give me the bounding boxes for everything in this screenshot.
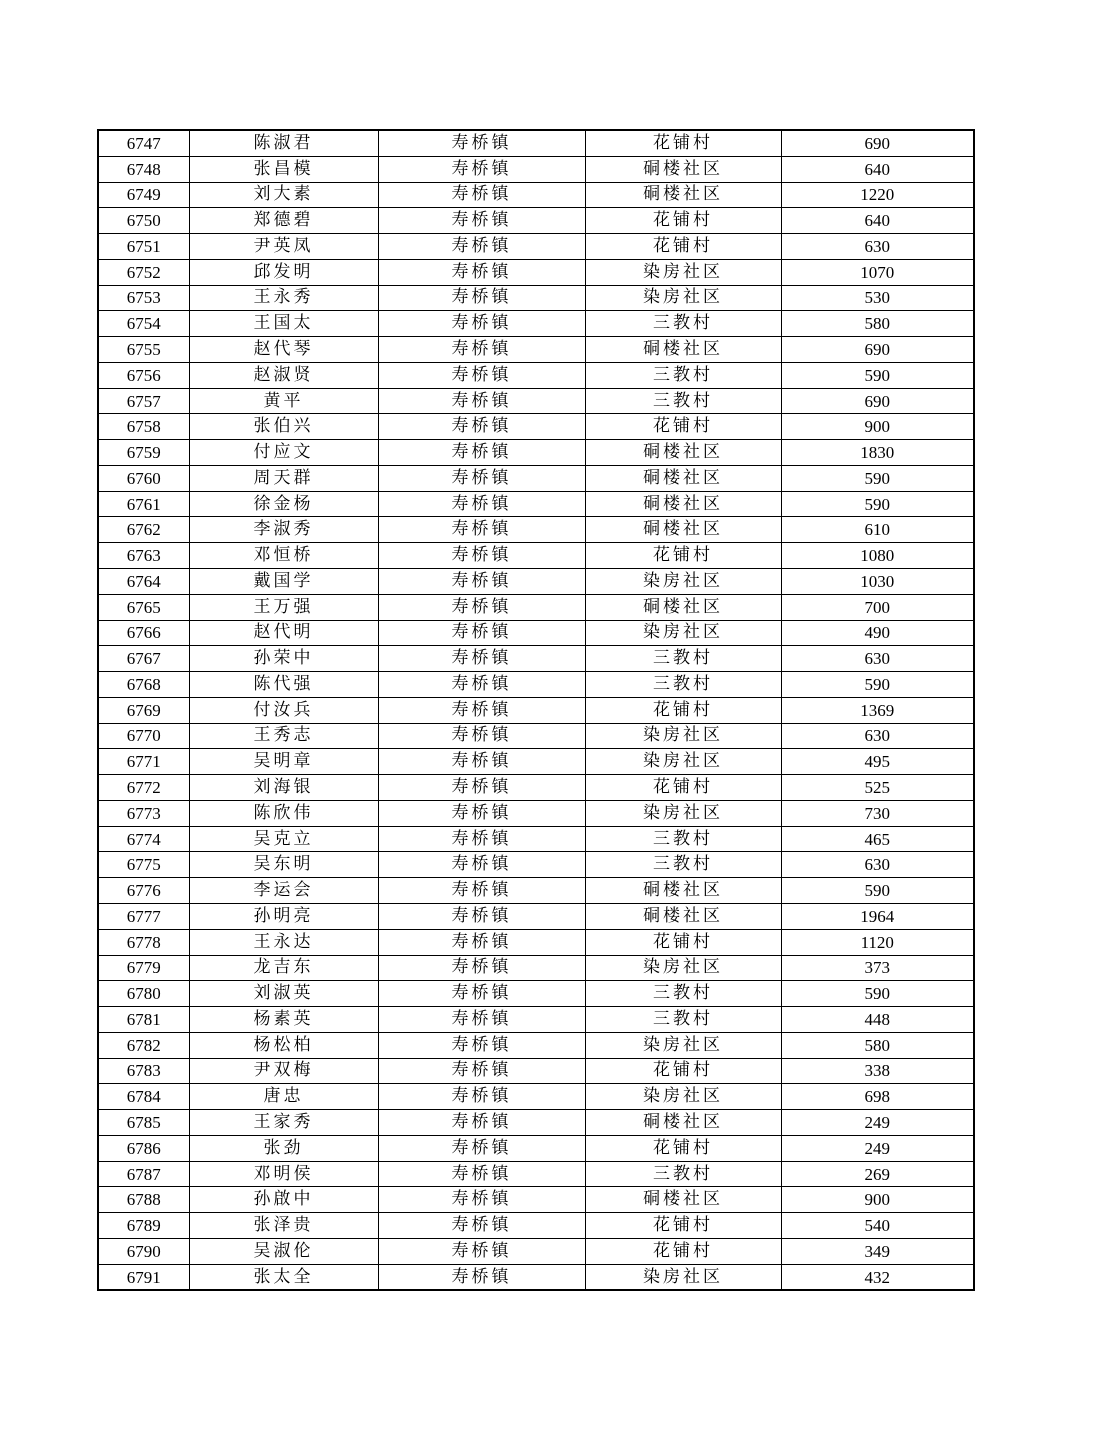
- row-number-cell: 6776: [98, 878, 189, 904]
- table-row: [98, 1161, 974, 1187]
- amount-cell: 525: [781, 775, 974, 801]
- name-cell: 张伯兴: [189, 414, 378, 440]
- table-row: [98, 1084, 974, 1110]
- amount-cell: 540: [781, 1213, 974, 1239]
- name-cell: 王永达: [189, 929, 378, 955]
- table-row: [98, 903, 974, 929]
- table-row: [98, 569, 974, 595]
- name-cell: 陈淑君: [189, 130, 378, 156]
- town-cell: 寿桥镇: [378, 337, 585, 363]
- village-cell: 三教村: [585, 1007, 781, 1033]
- table-row: [98, 156, 974, 182]
- village-cell: 染房社区: [585, 569, 781, 595]
- town-cell: 寿桥镇: [378, 234, 585, 260]
- village-cell: 三教村: [585, 1161, 781, 1187]
- amount-cell: 1070: [781, 259, 974, 285]
- roster-table: [97, 129, 975, 1291]
- row-number-cell: 6763: [98, 543, 189, 569]
- amount-cell: 432: [781, 1264, 974, 1290]
- table-row: [98, 130, 974, 156]
- table-row: [98, 697, 974, 723]
- town-cell: 寿桥镇: [378, 440, 585, 466]
- amount-cell: 590: [781, 878, 974, 904]
- village-cell: 花铺村: [585, 1213, 781, 1239]
- name-cell: 吴东明: [189, 852, 378, 878]
- name-cell: 付汝兵: [189, 697, 378, 723]
- row-number-cell: 6775: [98, 852, 189, 878]
- village-cell: 花铺村: [585, 234, 781, 260]
- name-cell: 周天群: [189, 465, 378, 491]
- amount-cell: 900: [781, 1187, 974, 1213]
- village-cell: 三教村: [585, 388, 781, 414]
- town-cell: 寿桥镇: [378, 903, 585, 929]
- village-cell: 硐楼社区: [585, 465, 781, 491]
- row-number-cell: 6758: [98, 414, 189, 440]
- amount-cell: 698: [781, 1084, 974, 1110]
- row-number-cell: 6791: [98, 1264, 189, 1290]
- amount-cell: 495: [781, 749, 974, 775]
- town-cell: 寿桥镇: [378, 1135, 585, 1161]
- name-cell: 唐忠: [189, 1084, 378, 1110]
- table-row: [98, 517, 974, 543]
- row-number-cell: 6756: [98, 362, 189, 388]
- row-number-cell: 6777: [98, 903, 189, 929]
- row-number-cell: 6772: [98, 775, 189, 801]
- table-row: [98, 672, 974, 698]
- name-cell: 尹英凤: [189, 234, 378, 260]
- row-number-cell: 6767: [98, 646, 189, 672]
- name-cell: 黄平: [189, 388, 378, 414]
- town-cell: 寿桥镇: [378, 1058, 585, 1084]
- name-cell: 张太全: [189, 1264, 378, 1290]
- row-number-cell: 6748: [98, 156, 189, 182]
- amount-cell: 590: [781, 981, 974, 1007]
- town-cell: 寿桥镇: [378, 749, 585, 775]
- amount-cell: 630: [781, 852, 974, 878]
- amount-cell: 630: [781, 234, 974, 260]
- amount-cell: 1220: [781, 182, 974, 208]
- town-cell: 寿桥镇: [378, 800, 585, 826]
- name-cell: 龙吉东: [189, 955, 378, 981]
- name-cell: 杨松柏: [189, 1032, 378, 1058]
- village-cell: 硐楼社区: [585, 594, 781, 620]
- village-cell: 硐楼社区: [585, 182, 781, 208]
- table-row: [98, 775, 974, 801]
- name-cell: 邓明侯: [189, 1161, 378, 1187]
- amount-cell: 448: [781, 1007, 974, 1033]
- town-cell: 寿桥镇: [378, 594, 585, 620]
- village-cell: 花铺村: [585, 130, 781, 156]
- amount-cell: 580: [781, 311, 974, 337]
- table-row: [98, 414, 974, 440]
- table-row: [98, 800, 974, 826]
- table-row: [98, 491, 974, 517]
- amount-cell: 690: [781, 337, 974, 363]
- table-row: [98, 955, 974, 981]
- table-row: [98, 1264, 974, 1290]
- town-cell: 寿桥镇: [378, 697, 585, 723]
- name-cell: 吴克立: [189, 826, 378, 852]
- village-cell: 硐楼社区: [585, 517, 781, 543]
- table-row: [98, 1187, 974, 1213]
- row-number-cell: 6764: [98, 569, 189, 595]
- name-cell: 赵淑贤: [189, 362, 378, 388]
- row-number-cell: 6761: [98, 491, 189, 517]
- name-cell: 孙啟中: [189, 1187, 378, 1213]
- row-number-cell: 6789: [98, 1213, 189, 1239]
- town-cell: 寿桥镇: [378, 646, 585, 672]
- village-cell: 染房社区: [585, 285, 781, 311]
- amount-cell: 690: [781, 388, 974, 414]
- table-row: [98, 981, 974, 1007]
- amount-cell: 490: [781, 620, 974, 646]
- town-cell: 寿桥镇: [378, 156, 585, 182]
- village-cell: 染房社区: [585, 1032, 781, 1058]
- town-cell: 寿桥镇: [378, 208, 585, 234]
- table-row: [98, 749, 974, 775]
- amount-cell: 690: [781, 130, 974, 156]
- row-number-cell: 6749: [98, 182, 189, 208]
- village-cell: 硐楼社区: [585, 1187, 781, 1213]
- row-number-cell: 6759: [98, 440, 189, 466]
- village-cell: 三教村: [585, 311, 781, 337]
- row-number-cell: 6770: [98, 723, 189, 749]
- town-cell: 寿桥镇: [378, 388, 585, 414]
- amount-cell: 1080: [781, 543, 974, 569]
- town-cell: 寿桥镇: [378, 1161, 585, 1187]
- name-cell: 刘淑英: [189, 981, 378, 1007]
- village-cell: 花铺村: [585, 208, 781, 234]
- row-number-cell: 6754: [98, 311, 189, 337]
- village-cell: 染房社区: [585, 1084, 781, 1110]
- row-number-cell: 6782: [98, 1032, 189, 1058]
- row-number-cell: 6753: [98, 285, 189, 311]
- town-cell: 寿桥镇: [378, 1032, 585, 1058]
- name-cell: 王国太: [189, 311, 378, 337]
- town-cell: 寿桥镇: [378, 1007, 585, 1033]
- village-cell: 硐楼社区: [585, 337, 781, 363]
- amount-cell: 530: [781, 285, 974, 311]
- table-row: [98, 311, 974, 337]
- village-cell: 染房社区: [585, 1264, 781, 1290]
- town-cell: 寿桥镇: [378, 981, 585, 1007]
- name-cell: 陈欣伟: [189, 800, 378, 826]
- village-cell: 三教村: [585, 362, 781, 388]
- amount-cell: 630: [781, 646, 974, 672]
- amount-cell: 349: [781, 1238, 974, 1264]
- village-cell: 花铺村: [585, 1238, 781, 1264]
- town-cell: 寿桥镇: [378, 491, 585, 517]
- table-row: [98, 826, 974, 852]
- amount-cell: 1964: [781, 903, 974, 929]
- town-cell: 寿桥镇: [378, 1238, 585, 1264]
- village-cell: 花铺村: [585, 697, 781, 723]
- town-cell: 寿桥镇: [378, 517, 585, 543]
- table-row: [98, 285, 974, 311]
- village-cell: 三教村: [585, 646, 781, 672]
- row-number-cell: 6780: [98, 981, 189, 1007]
- village-cell: 染房社区: [585, 620, 781, 646]
- village-cell: 染房社区: [585, 259, 781, 285]
- name-cell: 戴国学: [189, 569, 378, 595]
- table-row: [98, 723, 974, 749]
- amount-cell: 580: [781, 1032, 974, 1058]
- village-cell: 硐楼社区: [585, 156, 781, 182]
- table-row: [98, 362, 974, 388]
- amount-cell: 590: [781, 465, 974, 491]
- name-cell: 郑德碧: [189, 208, 378, 234]
- amount-cell: 700: [781, 594, 974, 620]
- name-cell: 王万强: [189, 594, 378, 620]
- village-cell: 硐楼社区: [585, 878, 781, 904]
- amount-cell: 590: [781, 362, 974, 388]
- amount-cell: 269: [781, 1161, 974, 1187]
- town-cell: 寿桥镇: [378, 929, 585, 955]
- name-cell: 张泽贵: [189, 1213, 378, 1239]
- table-row: [98, 1238, 974, 1264]
- table-row: [98, 543, 974, 569]
- table-row: [98, 208, 974, 234]
- town-cell: 寿桥镇: [378, 285, 585, 311]
- name-cell: 张昌模: [189, 156, 378, 182]
- table-row: [98, 1110, 974, 1136]
- table-row: [98, 440, 974, 466]
- table-row: [98, 646, 974, 672]
- name-cell: 尹双梅: [189, 1058, 378, 1084]
- village-cell: 花铺村: [585, 1058, 781, 1084]
- row-number-cell: 6752: [98, 259, 189, 285]
- row-number-cell: 6762: [98, 517, 189, 543]
- name-cell: 王永秀: [189, 285, 378, 311]
- table-row: [98, 1213, 974, 1239]
- name-cell: 李淑秀: [189, 517, 378, 543]
- amount-cell: 1830: [781, 440, 974, 466]
- row-number-cell: 6783: [98, 1058, 189, 1084]
- table-row: [98, 388, 974, 414]
- row-number-cell: 6773: [98, 800, 189, 826]
- table-row: [98, 234, 974, 260]
- table-row: [98, 852, 974, 878]
- name-cell: 付应文: [189, 440, 378, 466]
- table-row: [98, 1032, 974, 1058]
- table-row: [98, 620, 974, 646]
- name-cell: 杨素英: [189, 1007, 378, 1033]
- village-cell: 硐楼社区: [585, 491, 781, 517]
- table-row: [98, 1007, 974, 1033]
- town-cell: 寿桥镇: [378, 620, 585, 646]
- town-cell: 寿桥镇: [378, 1213, 585, 1239]
- amount-cell: 373: [781, 955, 974, 981]
- amount-cell: 730: [781, 800, 974, 826]
- name-cell: 邓恒桥: [189, 543, 378, 569]
- name-cell: 吴淑伦: [189, 1238, 378, 1264]
- town-cell: 寿桥镇: [378, 826, 585, 852]
- village-cell: 三教村: [585, 852, 781, 878]
- table-row: [98, 465, 974, 491]
- amount-cell: 338: [781, 1058, 974, 1084]
- village-cell: 染房社区: [585, 723, 781, 749]
- name-cell: 李运会: [189, 878, 378, 904]
- town-cell: 寿桥镇: [378, 723, 585, 749]
- town-cell: 寿桥镇: [378, 1264, 585, 1290]
- town-cell: 寿桥镇: [378, 1187, 585, 1213]
- table-row: [98, 1058, 974, 1084]
- town-cell: 寿桥镇: [378, 130, 585, 156]
- town-cell: 寿桥镇: [378, 852, 585, 878]
- row-number-cell: 6769: [98, 697, 189, 723]
- name-cell: 刘海银: [189, 775, 378, 801]
- row-number-cell: 6750: [98, 208, 189, 234]
- row-number-cell: 6778: [98, 929, 189, 955]
- town-cell: 寿桥镇: [378, 569, 585, 595]
- village-cell: 花铺村: [585, 1135, 781, 1161]
- row-number-cell: 6766: [98, 620, 189, 646]
- row-number-cell: 6771: [98, 749, 189, 775]
- name-cell: 陈代强: [189, 672, 378, 698]
- town-cell: 寿桥镇: [378, 878, 585, 904]
- row-number-cell: 6751: [98, 234, 189, 260]
- table-row: [98, 594, 974, 620]
- village-cell: 硐楼社区: [585, 440, 781, 466]
- village-cell: 染房社区: [585, 955, 781, 981]
- row-number-cell: 6786: [98, 1135, 189, 1161]
- table-row: [98, 929, 974, 955]
- village-cell: 硐楼社区: [585, 903, 781, 929]
- village-cell: 硐楼社区: [585, 1110, 781, 1136]
- name-cell: 邱发明: [189, 259, 378, 285]
- amount-cell: 249: [781, 1110, 974, 1136]
- town-cell: 寿桥镇: [378, 311, 585, 337]
- name-cell: 张劲: [189, 1135, 378, 1161]
- roster-table-body: [98, 130, 974, 1290]
- village-cell: 花铺村: [585, 414, 781, 440]
- village-cell: 染房社区: [585, 800, 781, 826]
- amount-cell: 590: [781, 672, 974, 698]
- amount-cell: 630: [781, 723, 974, 749]
- amount-cell: 640: [781, 156, 974, 182]
- town-cell: 寿桥镇: [378, 1110, 585, 1136]
- village-cell: 三教村: [585, 672, 781, 698]
- name-cell: 徐金杨: [189, 491, 378, 517]
- amount-cell: 1369: [781, 697, 974, 723]
- table-row: [98, 337, 974, 363]
- name-cell: 孙明亮: [189, 903, 378, 929]
- row-number-cell: 6774: [98, 826, 189, 852]
- row-number-cell: 6781: [98, 1007, 189, 1033]
- row-number-cell: 6779: [98, 955, 189, 981]
- amount-cell: 1120: [781, 929, 974, 955]
- amount-cell: 900: [781, 414, 974, 440]
- table-row: [98, 878, 974, 904]
- name-cell: 刘大素: [189, 182, 378, 208]
- town-cell: 寿桥镇: [378, 414, 585, 440]
- row-number-cell: 6755: [98, 337, 189, 363]
- town-cell: 寿桥镇: [378, 543, 585, 569]
- town-cell: 寿桥镇: [378, 362, 585, 388]
- amount-cell: 249: [781, 1135, 974, 1161]
- name-cell: 王秀志: [189, 723, 378, 749]
- name-cell: 孙荣中: [189, 646, 378, 672]
- table-row: [98, 1135, 974, 1161]
- name-cell: 王家秀: [189, 1110, 378, 1136]
- amount-cell: 465: [781, 826, 974, 852]
- town-cell: 寿桥镇: [378, 259, 585, 285]
- amount-cell: 640: [781, 208, 974, 234]
- row-number-cell: 6790: [98, 1238, 189, 1264]
- town-cell: 寿桥镇: [378, 465, 585, 491]
- name-cell: 赵代琴: [189, 337, 378, 363]
- town-cell: 寿桥镇: [378, 182, 585, 208]
- table-row: [98, 182, 974, 208]
- village-cell: 染房社区: [585, 749, 781, 775]
- table-row: [98, 259, 974, 285]
- row-number-cell: 6747: [98, 130, 189, 156]
- town-cell: 寿桥镇: [378, 1084, 585, 1110]
- village-cell: 花铺村: [585, 775, 781, 801]
- town-cell: 寿桥镇: [378, 672, 585, 698]
- town-cell: 寿桥镇: [378, 955, 585, 981]
- row-number-cell: 6760: [98, 465, 189, 491]
- row-number-cell: 6765: [98, 594, 189, 620]
- row-number-cell: 6788: [98, 1187, 189, 1213]
- name-cell: 吴明章: [189, 749, 378, 775]
- row-number-cell: 6787: [98, 1161, 189, 1187]
- row-number-cell: 6784: [98, 1084, 189, 1110]
- village-cell: 三教村: [585, 826, 781, 852]
- amount-cell: 590: [781, 491, 974, 517]
- amount-cell: 1030: [781, 569, 974, 595]
- village-cell: 花铺村: [585, 929, 781, 955]
- village-cell: 花铺村: [585, 543, 781, 569]
- row-number-cell: 6785: [98, 1110, 189, 1136]
- amount-cell: 610: [781, 517, 974, 543]
- town-cell: 寿桥镇: [378, 775, 585, 801]
- row-number-cell: 6768: [98, 672, 189, 698]
- village-cell: 三教村: [585, 981, 781, 1007]
- name-cell: 赵代明: [189, 620, 378, 646]
- row-number-cell: 6757: [98, 388, 189, 414]
